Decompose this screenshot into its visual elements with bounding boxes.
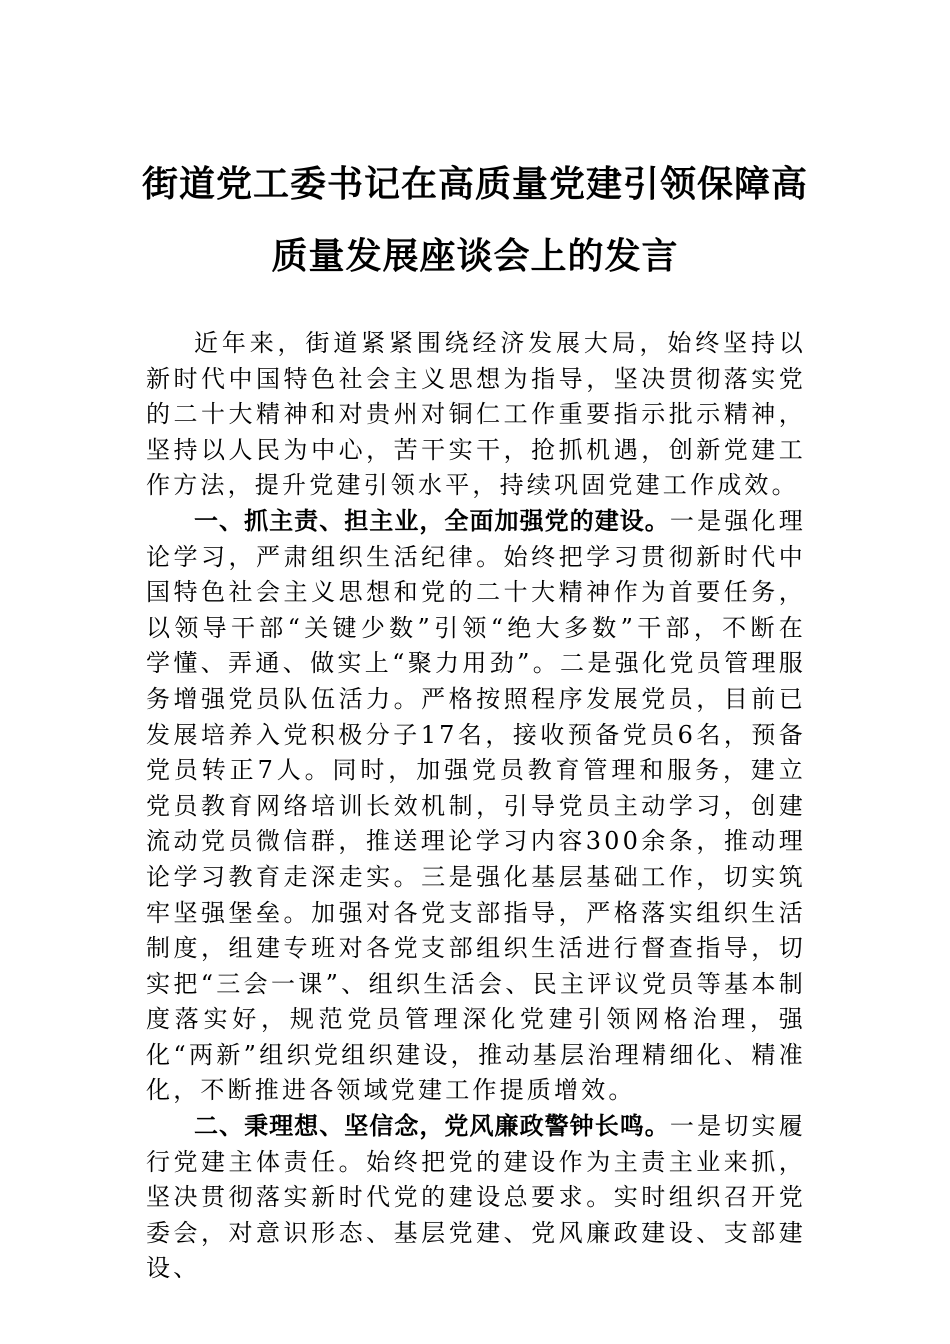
paragraph-text: 一是切实履行党建主体责任。始终把党的建设作为主责主业来抓，坚决贯彻落实新时代党的建设总要求。实时组织召开党委会，对意识形态、基层党建、党风廉政建设、支部建设、 [146,1112,807,1283]
document-body [146,326,806,1287]
paragraph-intro [146,326,806,504]
paragraph-text: 近年来，街道紧紧围绕经济发展大局，始终坚持以新时代中国特色社会主义思想为指导，坚决贯彻落实党的二十大精神和对贵州对铜仁工作重要指示批示精神，坚持以人民为中心，苦干实干，抢抓机遇，创新党建工作方法，提升党建引领水平，持续巩固党建工作成效。 [146,329,806,500]
section-heading: 二、秉理想、坚信念，党风廉政警钟长鸣。 [194,1112,670,1141]
paragraph-text: 一是强化理论学习，严肃组织生活纪律。始终把学习贯彻新时代中国特色社会主义思想和党的二十大精神作为首要任务，以领导干部“关键少数”引领“绝大多数”干部，不断在学懂、弄通、做实上“聚力用劲”。二是强化党员管理服务增强党员队伍活力。严格按照程序发展党员，目前已发展培养入党积极分子17名，接收预备党员6名，预备党员转正7人。同时，加强党员教育管理和服务，建立党员教育网络培训长效机制，引导党员主动学习，创建流动党员微信群，推送理论学习内容300余条，推动理论学习教育走深走实。三是强化基层基础工作，切实筑牢坚强堡垒。加强对各党支部指导，严格落实组织生活制度，组建专班对各党支部组织生活进行督查指导，切实把“三会一课”、组织生活会、民主评议党员等基本制度落实好，规范党员管理深化党建引领网格治理，强化“两新”组织党组织建设，推动基层治理精细化、精准化，不断推进各领域党建工作提质增效。 [146,506,807,1105]
document-title [110,148,840,292]
paragraph-section-2 [146,1109,806,1287]
section-heading: 一、抓主责、担主业，全面加强党的建设。 [194,506,670,535]
paragraph-section-1 [146,504,806,1109]
title-line-1: 街道党工委书记在高质量党建引领保障高 [141,163,808,205]
title-line-2: 质量发展座谈会上的发言 [271,235,679,277]
